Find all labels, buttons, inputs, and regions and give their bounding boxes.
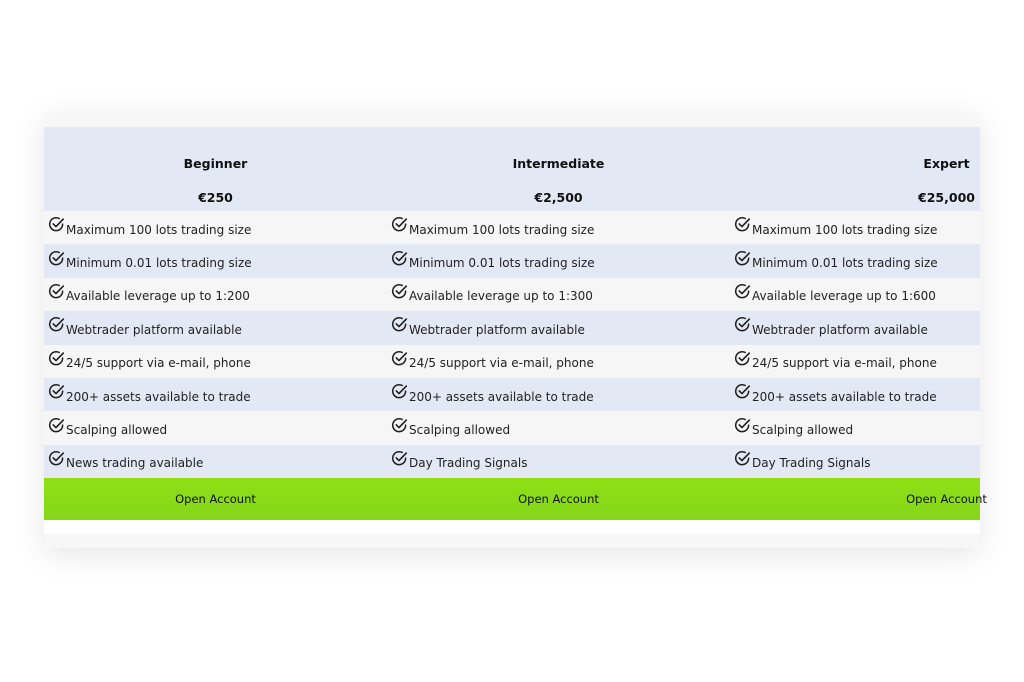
- feature-cell: [48, 411, 167, 444]
- feature-row: [44, 244, 980, 277]
- check-circle-icon: [48, 417, 65, 434]
- check-circle-icon: [391, 450, 408, 467]
- open-account-button-intermediate[interactable]: Open Account: [518, 492, 599, 507]
- feature-text: 24/5 support via e-mail, phone: [66, 356, 251, 371]
- feature-cell: [734, 311, 928, 344]
- plan-name: Expert: [923, 156, 970, 171]
- cta-bar: [44, 478, 987, 520]
- feature-text: 200+ assets available to trade: [752, 389, 937, 404]
- feature-text: 200+ assets available to trade: [409, 389, 594, 404]
- feature-cell: [48, 445, 203, 478]
- feature-row: [44, 211, 980, 244]
- check-circle-icon: [48, 216, 65, 233]
- feature-cell: [391, 311, 585, 344]
- plan-name: Beginner: [183, 156, 248, 171]
- check-circle-icon: [391, 316, 408, 333]
- feature-cell: [734, 378, 937, 411]
- check-circle-icon: [734, 250, 751, 267]
- feature-cell: [734, 445, 870, 478]
- plan-name: Intermediate: [512, 156, 605, 171]
- feature-row: [44, 445, 980, 478]
- feature-text: News trading available: [66, 456, 204, 471]
- pricing-card: [44, 113, 987, 548]
- feature-cell: [48, 211, 251, 244]
- open-account-button-expert[interactable]: Open Account: [906, 492, 987, 507]
- check-circle-icon: [391, 216, 408, 233]
- feature-text: Maximum 100 lots trading size: [409, 222, 595, 237]
- feature-text: Available leverage up to 1:600: [752, 289, 936, 304]
- feature-text: Maximum 100 lots trading size: [752, 222, 938, 237]
- feature-text: Minimum 0.01 lots trading size: [66, 256, 252, 271]
- check-circle-icon: [391, 283, 408, 300]
- check-circle-icon: [391, 350, 408, 367]
- feature-text: Available leverage up to 1:200: [66, 289, 250, 304]
- feature-cell: [48, 311, 242, 344]
- plan-header-intermediate: [387, 127, 730, 211]
- plan-header-expert: [730, 127, 1024, 211]
- feature-text: 24/5 support via e-mail, phone: [752, 356, 937, 371]
- check-circle-icon: [734, 383, 751, 400]
- check-circle-icon: [48, 250, 65, 267]
- feature-text: 200+ assets available to trade: [66, 389, 251, 404]
- plan-price: €2,500: [534, 190, 583, 205]
- check-circle-icon: [734, 417, 751, 434]
- feature-text: Available leverage up to 1:300: [409, 289, 593, 304]
- feature-text: 24/5 support via e-mail, phone: [409, 356, 594, 371]
- feature-text: Scalping allowed: [66, 423, 168, 438]
- pricing-header: [44, 127, 980, 211]
- feature-cell: [391, 278, 593, 311]
- feature-text: Scalping allowed: [409, 423, 511, 438]
- feature-cell: [391, 411, 510, 444]
- feature-cell: [391, 345, 594, 378]
- feature-cell: [391, 378, 594, 411]
- feature-cell: [391, 211, 594, 244]
- check-circle-icon: [48, 383, 65, 400]
- feature-row: [44, 278, 980, 311]
- feature-row: [44, 411, 980, 444]
- feature-text: Webtrader platform available: [66, 322, 242, 337]
- plan-header-beginner: [44, 127, 387, 211]
- feature-cell: [48, 378, 251, 411]
- spacer: [44, 520, 980, 534]
- feature-cell: [734, 411, 853, 444]
- plan-price: €250: [198, 190, 233, 205]
- feature-cell: [391, 445, 527, 478]
- feature-cell: [734, 278, 936, 311]
- open-account-button-beginner[interactable]: Open Account: [175, 492, 256, 507]
- feature-cell: [391, 244, 595, 277]
- feature-text: Day Trading Signals: [752, 456, 871, 471]
- feature-text: Minimum 0.01 lots trading size: [409, 256, 595, 271]
- check-circle-icon: [48, 450, 65, 467]
- feature-cell: [734, 345, 937, 378]
- check-circle-icon: [734, 283, 751, 300]
- check-circle-icon: [734, 450, 751, 467]
- feature-cell: [48, 244, 252, 277]
- feature-text: Scalping allowed: [752, 423, 854, 438]
- check-circle-icon: [391, 417, 408, 434]
- check-circle-icon: [734, 316, 751, 333]
- check-circle-icon: [48, 316, 65, 333]
- feature-text: Webtrader platform available: [409, 322, 585, 337]
- feature-text: Webtrader platform available: [752, 322, 928, 337]
- plan-price: €25,000: [918, 190, 975, 205]
- feature-row: [44, 378, 980, 411]
- check-circle-icon: [48, 350, 65, 367]
- bottom-strip: [44, 534, 980, 547]
- check-circle-icon: [48, 283, 65, 300]
- feature-cell: [734, 244, 938, 277]
- feature-cell: [734, 211, 937, 244]
- check-circle-icon: [391, 383, 408, 400]
- feature-rows: [44, 211, 980, 478]
- feature-text: Minimum 0.01 lots trading size: [752, 256, 938, 271]
- check-circle-icon: [391, 250, 408, 267]
- pricing-table: [44, 127, 987, 547]
- feature-text: Maximum 100 lots trading size: [66, 222, 252, 237]
- check-circle-icon: [734, 216, 751, 233]
- feature-cell: [48, 345, 251, 378]
- feature-row: [44, 345, 980, 378]
- check-circle-icon: [734, 350, 751, 367]
- feature-text: Day Trading Signals: [409, 456, 528, 471]
- feature-cell: [48, 278, 250, 311]
- feature-row: [44, 311, 980, 344]
